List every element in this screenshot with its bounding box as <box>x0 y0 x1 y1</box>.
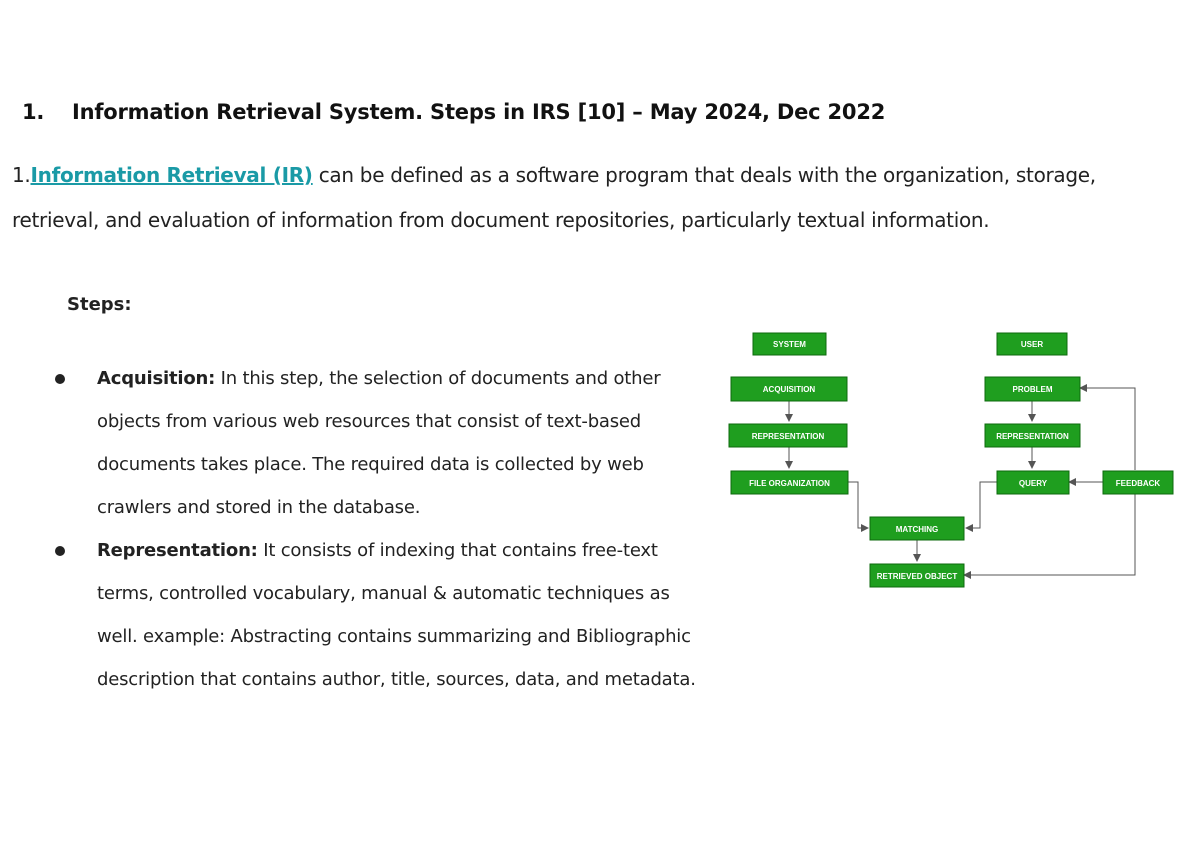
irs-flow-diagram <box>700 320 1180 600</box>
box-acquisition-label: ACQUISITION <box>762 385 816 394</box>
list-item-representation <box>0 529 697 701</box>
steps-list <box>0 357 720 701</box>
box-problem-label: PROBLEM <box>1012 385 1053 394</box>
bullet-icon <box>55 374 65 384</box>
step-title: Acquisition: <box>97 368 216 389</box>
step-title: Representation: <box>97 540 258 561</box>
bullet-icon <box>55 546 65 556</box>
box-file-organization-label: FILE ORGANIZATION <box>749 479 830 488</box>
box-feedback-label: FEEDBACK <box>1115 479 1161 488</box>
arrow-feedback-problem <box>1080 388 1135 470</box>
step-text: In this step, the selection of documents and other objects from various web resources that consist of text-based documents takes place. The required data is collected by web crawlers and stored in the database. <box>97 368 661 518</box>
box-user-label: USER <box>1020 340 1044 349</box>
section-title: Information Retrieval System. Steps in IRS [10] – May 2024, Dec 2022 <box>72 100 886 124</box>
box-representation-system <box>729 424 847 447</box>
box-feedback <box>1103 471 1173 494</box>
steps-label: Steps: <box>67 294 132 315</box>
box-acquisition <box>731 377 847 401</box>
arrow-fileorg-matching <box>848 482 868 528</box>
step-text: It consists of indexing that contains free-text terms, controlled vocabulary, manual & automatic techniques as well. example: Abstracting contains summarizing and Bibliographic description that contains author, title, sources, data, and metadata. <box>97 540 696 690</box>
box-matching <box>870 517 964 540</box>
section-number: 1. <box>22 100 45 124</box>
box-system <box>753 333 826 355</box>
box-user <box>997 333 1067 355</box>
box-retrieved-object <box>870 564 964 587</box>
box-system-label: SYSTEM <box>773 340 806 349</box>
box-file-organization <box>731 471 848 494</box>
box-query-label: QUERY <box>1018 479 1048 488</box>
section-heading <box>22 100 885 124</box>
arrow-retrieved-feedback <box>964 494 1135 575</box>
ir-link[interactable]: Information Retrieval (IR) <box>30 163 313 187</box>
box-representation-user <box>985 424 1080 447</box>
box-matching-label: MATCHING <box>895 525 939 534</box>
box-retrieved-object-label: RETRIEVED OBJECT <box>876 572 958 581</box>
box-representation-system-label: REPRESENTATION <box>751 432 825 441</box>
list-item-acquisition <box>0 357 697 529</box>
intro-text: can be defined as a software program that deals with the organization, storage, retrieval, and evaluation of information from document repositories, particularly textual information. <box>12 163 1096 232</box>
box-problem <box>985 377 1080 401</box>
intro-prefix: 1. <box>12 163 31 187</box>
intro-paragraph <box>12 153 1162 243</box>
box-representation-user-label: REPRESENTATION <box>996 432 1069 441</box>
arrow-query-matching <box>966 482 997 528</box>
box-query <box>997 471 1069 494</box>
